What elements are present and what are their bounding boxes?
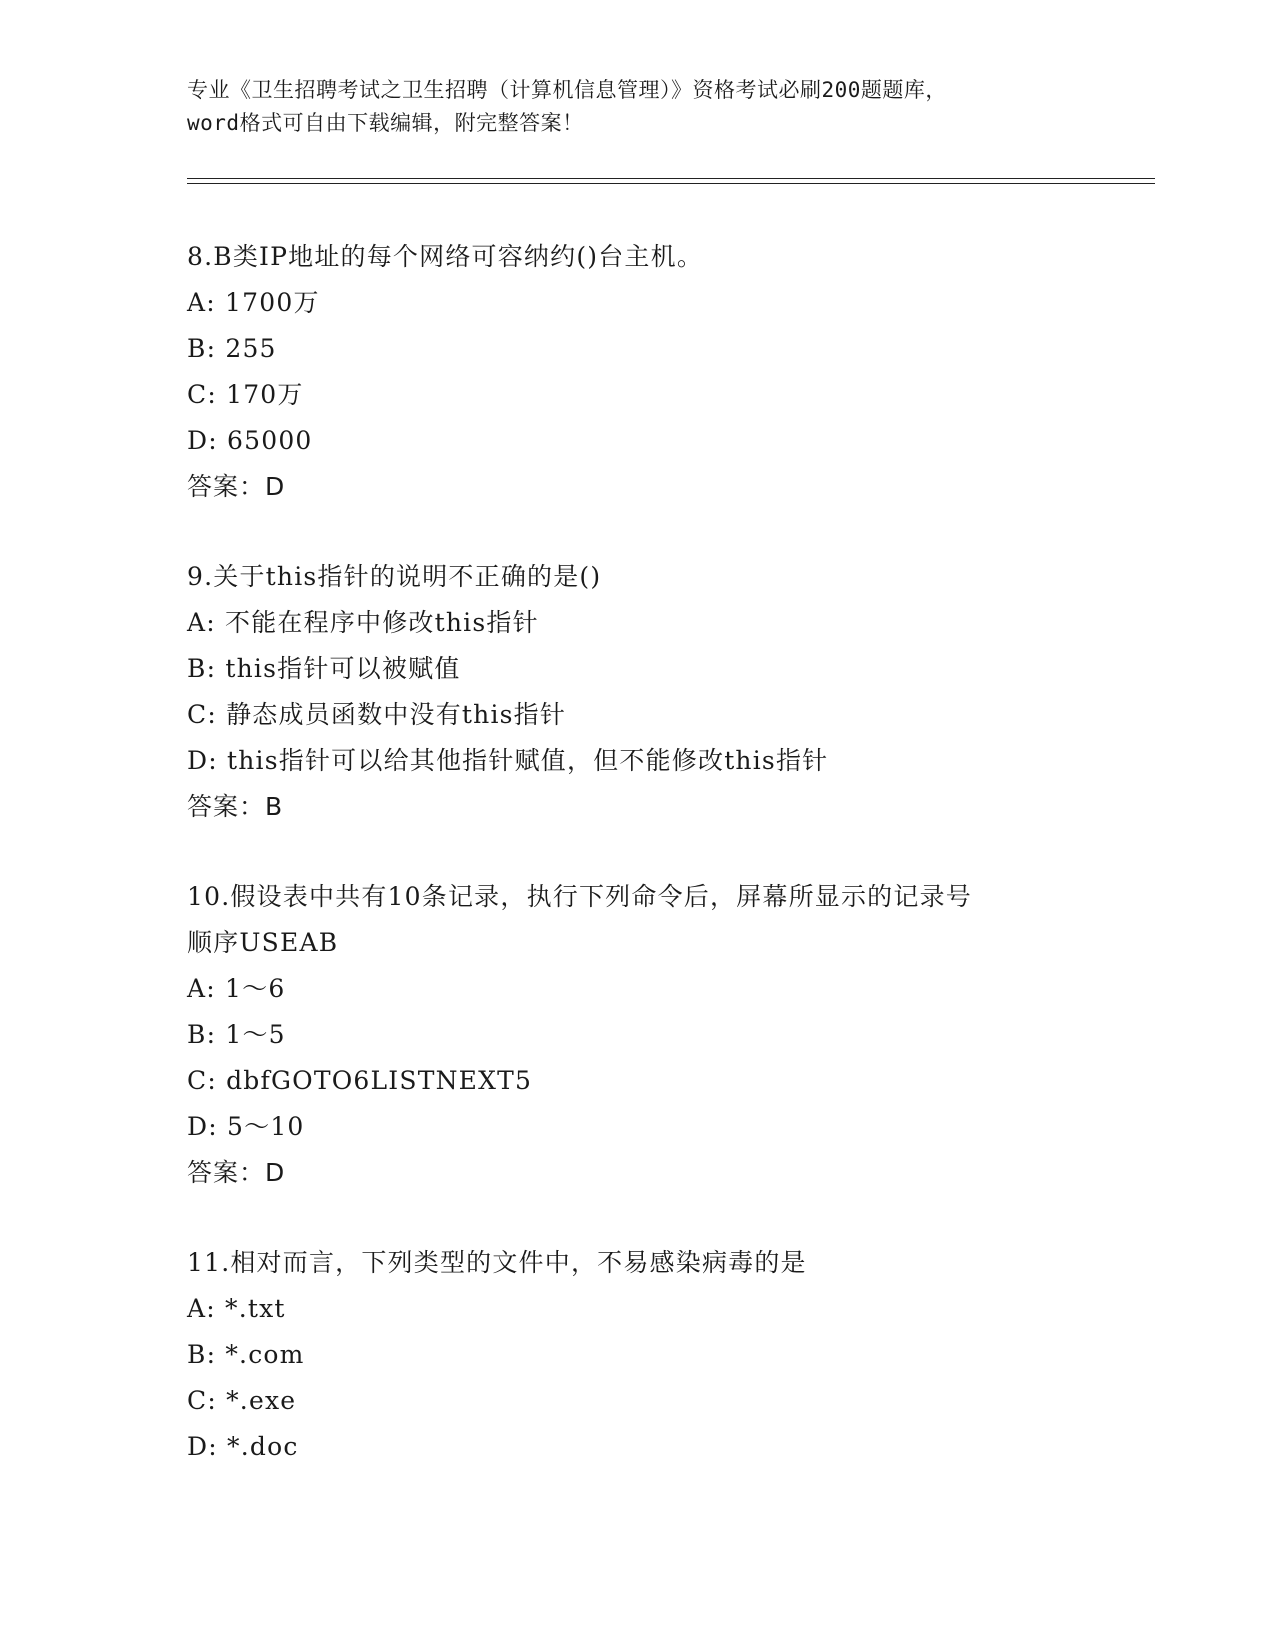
header-divider-top [187, 178, 1155, 179]
question-8 [187, 234, 1107, 510]
answer-key: 答案：B [187, 792, 284, 821]
question-9 [187, 554, 1107, 830]
question-title: 8.B类IP地址的每个网络可容纳约()台主机。 [187, 242, 704, 271]
question-10 [187, 874, 1107, 1196]
document-header [187, 74, 1087, 140]
option-b: B: this指针可以被赋值 [187, 654, 461, 683]
header-divider-bottom [187, 183, 1155, 184]
option-c: C: 静态成员函数中没有this指针 [187, 700, 567, 729]
question-title: 11.相对而言，下列类型的文件中，不易感染病毒的是 [187, 1248, 807, 1277]
question-title: 9.关于this指针的说明不正确的是() [187, 562, 602, 591]
option-a: A: 1700万 [187, 288, 320, 317]
option-d: D: *.doc [187, 1432, 299, 1461]
option-d: D: 65000 [187, 426, 313, 455]
question-11 [187, 1240, 1107, 1470]
option-b: B: *.com [187, 1340, 305, 1369]
option-d: D: 5～10 [187, 1112, 305, 1141]
option-c: C: dbfGOTO6LISTNEXT5 [187, 1066, 533, 1095]
option-a: A: 1～6 [187, 974, 286, 1003]
option-a: A: 不能在程序中修改this指针 [187, 608, 539, 637]
option-b: B: 255 [187, 334, 277, 363]
answer-key: 答案：D [187, 1158, 286, 1187]
option-a: A: *.txt [187, 1294, 286, 1323]
header-line-1: 专业《卫生招聘考试之卫生招聘（计算机信息管理）》资格考试必刷200题题库， [187, 78, 947, 102]
option-b: B: 1～5 [187, 1020, 286, 1049]
question-title: 10.假设表中共有10条记录，执行下列命令后，屏幕所显示的记录号 [187, 882, 972, 911]
option-c: C: 170万 [187, 380, 304, 409]
question-title-continued: 顺序USEAB [187, 928, 339, 957]
option-c: C: *.exe [187, 1386, 297, 1415]
answer-key: 答案：D [187, 472, 286, 501]
header-line-2: word格式可自由下载编辑，附完整答案！ [187, 111, 584, 135]
option-d: D: this指针可以给其他指针赋值，但不能修改this指针 [187, 746, 829, 775]
